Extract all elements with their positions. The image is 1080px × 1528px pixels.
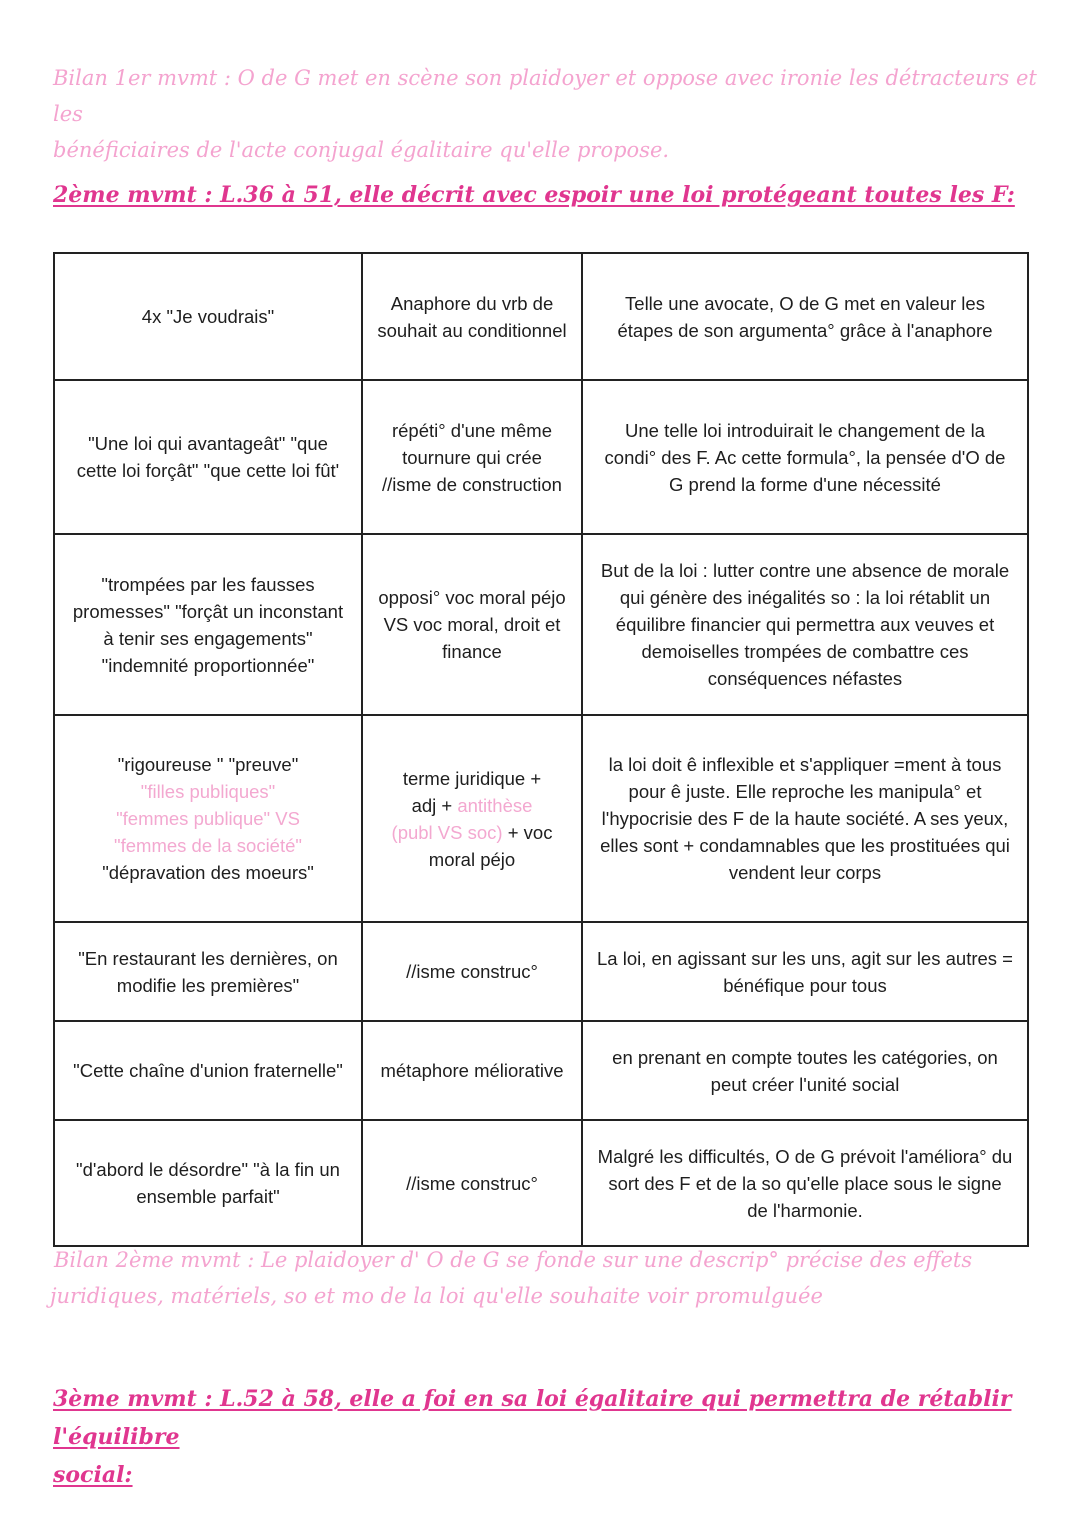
device-cell: opposi° voc moral péjo VS voc moral, droit et finance bbox=[362, 534, 582, 715]
device-cell: //isme construc° bbox=[362, 1120, 582, 1246]
device-line: adj + antithèse bbox=[411, 794, 533, 816]
quote-cell bbox=[54, 715, 362, 922]
table-row bbox=[54, 380, 1028, 534]
interpretation-cell: en prenant en compte toutes les catégories, on peut créer l'unité social bbox=[582, 1021, 1028, 1120]
bilan-2 bbox=[50, 1242, 1040, 1314]
bilan-1-line-2: bénéficiaires de l'acte conjugal égalitaire qu'elle propose. bbox=[53, 138, 670, 162]
quote-line-highlight: "filles publiques" bbox=[140, 781, 276, 802]
analysis-table bbox=[53, 252, 1029, 1247]
quote-cell: "trompées par les fausses promesses" "forçât un inconstant à tenir ses engagements" "indemnité proportionnée" bbox=[54, 534, 362, 715]
movement-3-heading bbox=[53, 1380, 1043, 1494]
device-cell: //isme construc° bbox=[362, 922, 582, 1021]
table-row bbox=[54, 253, 1028, 380]
interpretation-cell: la loi doit ê inflexible et s'appliquer =ment à tous pour ê juste. Elle reproche les manipula° et l'hypocrisie des F de la haute société. A ses yeux, elles sont + condamnables que les prostituées qui vendent leur corps bbox=[582, 715, 1028, 922]
quote-cell: 4x "Je voudrais" bbox=[54, 253, 362, 380]
interpretation-cell: Telle une avocate, O de G met en valeur les étapes de son argumenta° grâce à l'anaphore bbox=[582, 253, 1028, 380]
quote-cell: "Une loi qui avantageât" "que cette loi forçât" "que cette loi fût' bbox=[54, 380, 362, 534]
interpretation-cell: But de la loi : lutter contre une absence de morale qui génère des inégalités so : la loi rétablit un équilibre financier qui permettra aux veuves et demoiselles trompées de combattre ces conséquences néfastes bbox=[582, 534, 1028, 715]
quote-cell: "En restaurant les dernières, on modifie les premières" bbox=[54, 922, 362, 1021]
bilan-1 bbox=[53, 60, 1043, 168]
device-cell: métaphore méliorative bbox=[362, 1021, 582, 1120]
quote-line-highlight: "femmes de la société" bbox=[114, 835, 302, 856]
table-row bbox=[54, 1120, 1028, 1246]
table-row bbox=[54, 715, 1028, 922]
interpretation-cell: La loi, en agissant sur les uns, agit sur les autres = bénéfique pour tous bbox=[582, 922, 1028, 1021]
movement-3-heading-line-2: social: bbox=[53, 1462, 133, 1488]
quote-cell: "d'abord le désordre" "à la fin un ensemble parfait" bbox=[54, 1120, 362, 1246]
movement-2-heading: 2ème mvmt : L.36 à 51, elle décrit avec espoir une loi protégeant toutes les F: bbox=[53, 182, 1015, 208]
table-row bbox=[54, 1021, 1028, 1120]
quote-line-highlight: "femmes publique" VS bbox=[116, 808, 300, 829]
device-highlight: antithèse bbox=[457, 794, 533, 816]
device-cell: répéti° d'une même tournure qui crée //isme de construction bbox=[362, 380, 582, 534]
quote-line: "rigoureuse " "preuve" bbox=[117, 754, 299, 775]
quote-line: "dépravation des moeurs" bbox=[102, 862, 314, 883]
bilan-2-line-1: Bilan 2ème mvmt : Le plaidoyer d' O de G se fonde sur une descrip° précise des effets bbox=[54, 1248, 973, 1272]
device-line: terme juridique + bbox=[402, 767, 542, 789]
bilan-2-line-2: juridiques, matériels, so et mo de la loi qu'elle souhaite voir promulguée bbox=[50, 1284, 823, 1308]
interpretation-cell: Une telle loi introduirait le changement de la condi° des F. Ac cette formula°, la pensée d'O de G prend la forme d'une nécessité bbox=[582, 380, 1028, 534]
device-cell bbox=[362, 715, 582, 922]
device-cell: Anaphore du vrb de souhait au conditionnel bbox=[362, 253, 582, 380]
quote-cell: "Cette chaîne d'union fraternelle" bbox=[54, 1021, 362, 1120]
movement-3-heading-line-1: 3ème mvmt : L.52 à 58, elle a foi en sa loi égalitaire qui permettra de rétablir l'équilibre bbox=[53, 1386, 1012, 1450]
bilan-1-line-1: Bilan 1er mvmt : O de G met en scène son plaidoyer et oppose avec ironie les détracteurs et les bbox=[53, 66, 1037, 126]
table-row bbox=[54, 922, 1028, 1021]
interpretation-cell: Malgré les difficultés, O de G prévoit l'améliora° du sort des F et de la so qu'elle place sous le signe de l'harmonie. bbox=[582, 1120, 1028, 1246]
device-highlight: (publ VS soc) bbox=[391, 821, 503, 843]
device-line: moral péjo bbox=[428, 848, 516, 870]
device-line: (publ VS soc) + voc bbox=[391, 821, 553, 843]
table-row bbox=[54, 534, 1028, 715]
